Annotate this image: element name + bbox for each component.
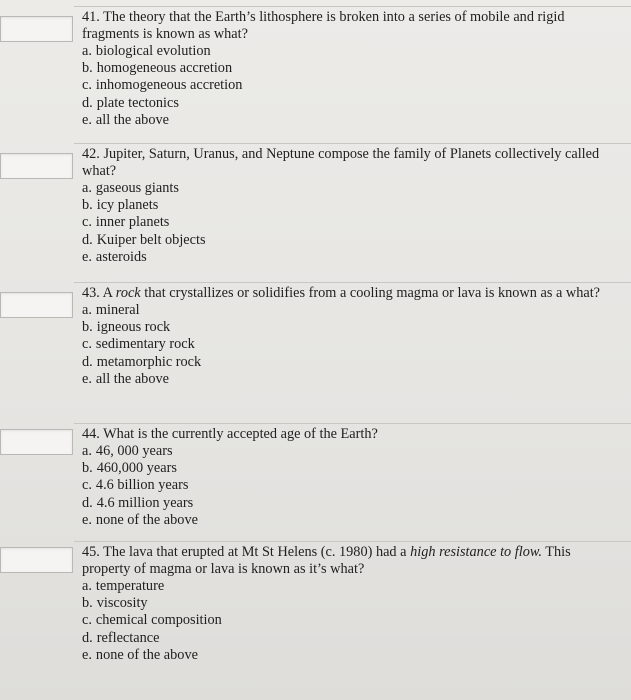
option-letter: d. [82, 94, 93, 111]
question-text-part: that crystallizes or solidifies from a cooling magma or lava is known as a what? [140, 285, 601, 301]
option-text: reflectance [96, 629, 160, 646]
option-text: 460,000 years [96, 460, 177, 477]
option-list-43 [82, 302, 631, 388]
option-letter: d. [82, 231, 93, 248]
question-text-part: 44. What is the currently accepted age of the Earth? [82, 426, 378, 442]
option-42-b[interactable] [82, 197, 631, 214]
option-list-42 [82, 180, 631, 266]
option-text: sedimentary rock [95, 336, 195, 353]
option-list-45 [82, 578, 631, 664]
option-43-a[interactable] [82, 302, 631, 319]
option-text: 46, 000 years [95, 443, 173, 459]
option-text: 4.6 million years [96, 494, 194, 511]
answer-input-41[interactable] [0, 16, 73, 42]
option-letter: e. [82, 111, 92, 128]
option-text: icy planets [96, 197, 159, 214]
option-letter: e. [82, 370, 92, 387]
option-42-a[interactable] [82, 180, 631, 197]
option-41-c[interactable] [82, 77, 631, 94]
answer-input-45[interactable] [0, 547, 73, 573]
option-44-c[interactable] [82, 477, 631, 494]
question-text-part: 43. A [82, 285, 116, 301]
option-letter: b. [82, 197, 93, 214]
question-text-emphasis: high resistance to flow. [410, 544, 542, 560]
question-panel-45 [74, 541, 631, 664]
question-text-41 [82, 9, 631, 43]
option-letter: c. [82, 477, 92, 494]
question-text-part: 42. Jupiter, Saturn, Uranus, and Neptune compose the family of Planets collectively called what? [82, 146, 600, 179]
option-text: temperature [95, 578, 165, 594]
option-text: chemical composition [95, 612, 222, 629]
option-text: none of the above [95, 511, 198, 528]
answer-input-43[interactable] [0, 292, 73, 318]
question-panel-42 [74, 143, 631, 266]
option-41-b[interactable] [82, 60, 631, 77]
option-45-e[interactable] [82, 647, 631, 664]
option-text: gaseous giants [95, 180, 179, 196]
option-45-a[interactable] [82, 578, 631, 595]
option-text: inner planets [95, 214, 170, 231]
option-letter: e. [82, 511, 92, 528]
option-letter: b. [82, 460, 93, 477]
option-41-d[interactable] [82, 95, 631, 112]
option-letter: c. [82, 612, 92, 629]
option-text: biological evolution [95, 43, 211, 59]
option-42-d[interactable] [82, 232, 631, 249]
option-45-b[interactable] [82, 595, 631, 612]
option-text: asteroids [95, 248, 147, 265]
option-letter: d. [82, 494, 93, 511]
option-letter: a. [82, 302, 92, 318]
option-44-a[interactable] [82, 443, 631, 460]
option-43-c[interactable] [82, 336, 631, 353]
question-text-part: 41. The theory that the Earth’s lithosphere is broken into a series of mobile and rigid fragments is known as what? [82, 9, 565, 42]
question-text-part: 45. The lava that erupted at Mt St Helens (c. 1980) had a [82, 544, 411, 560]
option-text: none of the above [95, 646, 198, 663]
option-letter: b. [82, 319, 93, 336]
option-41-a[interactable] [82, 43, 631, 60]
option-text: viscosity [96, 595, 148, 612]
question-text-part: This property of magma or lava is known as it’s what? [82, 544, 571, 577]
option-42-e[interactable] [82, 249, 631, 266]
option-44-d[interactable] [82, 495, 631, 512]
question-panel-41 [74, 6, 631, 129]
option-43-d[interactable] [82, 354, 631, 371]
option-letter: e. [82, 646, 92, 663]
option-text: plate tectonics [96, 94, 179, 111]
question-text-43 [82, 285, 631, 302]
option-41-e[interactable] [82, 112, 631, 129]
option-letter: d. [82, 629, 93, 646]
option-letter: c. [82, 77, 92, 94]
answer-input-44[interactable] [0, 429, 73, 455]
option-letter: d. [82, 353, 93, 370]
option-letter: a. [82, 578, 92, 594]
option-text: 4.6 billion years [95, 477, 189, 494]
question-text-42 [82, 146, 631, 180]
question-panel-43 [74, 282, 631, 388]
option-text: inhomogeneous accretion [95, 77, 243, 94]
option-45-c[interactable] [82, 612, 631, 629]
option-44-b[interactable] [82, 460, 631, 477]
option-45-d[interactable] [82, 630, 631, 647]
option-text: Kuiper belt objects [96, 231, 206, 248]
question-text-45 [82, 544, 631, 578]
option-44-e[interactable] [82, 512, 631, 529]
option-text: homogeneous accretion [96, 60, 233, 77]
option-list-44 [82, 443, 631, 529]
option-42-c[interactable] [82, 214, 631, 231]
answer-input-42[interactable] [0, 153, 73, 179]
question-text-emphasis: rock [115, 285, 141, 301]
option-letter: e. [82, 248, 92, 265]
option-letter: a. [82, 180, 92, 196]
option-letter: a. [82, 43, 92, 59]
option-letter: c. [82, 336, 92, 353]
option-43-b[interactable] [82, 319, 631, 336]
question-text-44 [82, 426, 631, 443]
option-letter: b. [82, 60, 93, 77]
question-panel-44 [74, 423, 631, 529]
option-text: mineral [95, 302, 140, 318]
option-text: igneous rock [96, 319, 171, 336]
option-letter: a. [82, 443, 92, 459]
option-text: all the above [95, 111, 169, 128]
option-letter: c. [82, 214, 92, 231]
option-text: all the above [95, 370, 169, 387]
option-letter: b. [82, 595, 93, 612]
option-list-41 [82, 43, 631, 129]
option-43-e[interactable] [82, 371, 631, 388]
option-text: metamorphic rock [96, 353, 202, 370]
